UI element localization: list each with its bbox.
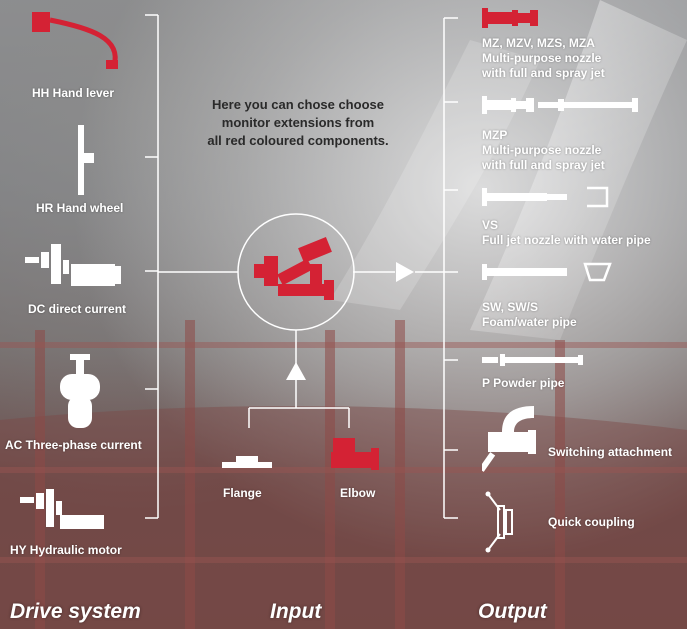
drive-label-hand-wheel: HR Hand wheel	[36, 201, 124, 215]
note-line: all red coloured components.	[207, 133, 389, 148]
output-item-mzp	[482, 128, 605, 173]
input-label-elbow: Elbow	[340, 486, 376, 500]
output-title: SW, SW/S	[482, 300, 539, 314]
arrow-right-icon	[396, 262, 414, 282]
quick-coupling-icon	[482, 490, 522, 554]
hydraulic-motor-icon	[20, 487, 110, 532]
foam-water-pipe-icon	[482, 260, 622, 284]
output-desc: Foam/water pipe	[482, 315, 577, 329]
flange-icon	[222, 450, 274, 470]
full-jet-nozzle-icon	[482, 186, 632, 208]
drive-label-hand-lever: HH Hand lever	[32, 86, 115, 100]
ac-motor-icon	[56, 352, 108, 432]
output-item-switching: Switching attachment	[548, 445, 673, 459]
powder-pipe-icon	[482, 352, 592, 368]
output-item-mz	[482, 36, 605, 81]
section-heading-drive: Drive system	[10, 600, 141, 623]
output-title: MZP	[482, 128, 508, 142]
mzp-nozzle-icon	[482, 93, 642, 117]
elbow-icon	[325, 436, 385, 472]
drive-label-hydraulic: HY Hydraulic motor	[10, 543, 122, 557]
output-item-vs	[482, 218, 651, 248]
input-label-flange: Flange	[223, 486, 262, 500]
output-desc: Multi-purpose nozzle	[482, 51, 602, 65]
output-desc: with full and spray jet	[482, 158, 605, 172]
output-desc: Full jet nozzle with water pipe	[482, 233, 651, 247]
output-desc: Multi-purpose nozzle	[482, 143, 602, 157]
monitor-icon	[250, 236, 345, 308]
switching-attachment-icon	[482, 402, 542, 474]
hand-wheel-icon	[70, 123, 100, 198]
output-item-quick-coupling: Quick coupling	[548, 515, 635, 529]
output-desc: with full and spray jet	[482, 66, 605, 80]
drive-label-dc: DC direct current	[28, 302, 127, 316]
multi-purpose-nozzle-icon	[482, 6, 542, 30]
section-heading-input: Input	[270, 600, 322, 623]
section-heading-output: Output	[478, 600, 547, 623]
dc-motor-icon	[25, 240, 125, 290]
arrow-up-icon	[286, 362, 306, 380]
output-item-powder: P Powder pipe	[482, 376, 565, 390]
drive-label-ac: AC Three-phase current	[5, 438, 142, 452]
note-line: Here you can chose choose	[212, 97, 384, 112]
output-item-sw	[482, 300, 577, 330]
instruction-note	[183, 96, 413, 150]
note-line: monitor extensions from	[221, 115, 375, 130]
output-title: MZ, MZV, MZS, MZA	[482, 36, 595, 50]
hand-lever-icon	[30, 8, 130, 73]
output-title: VS	[482, 218, 499, 232]
